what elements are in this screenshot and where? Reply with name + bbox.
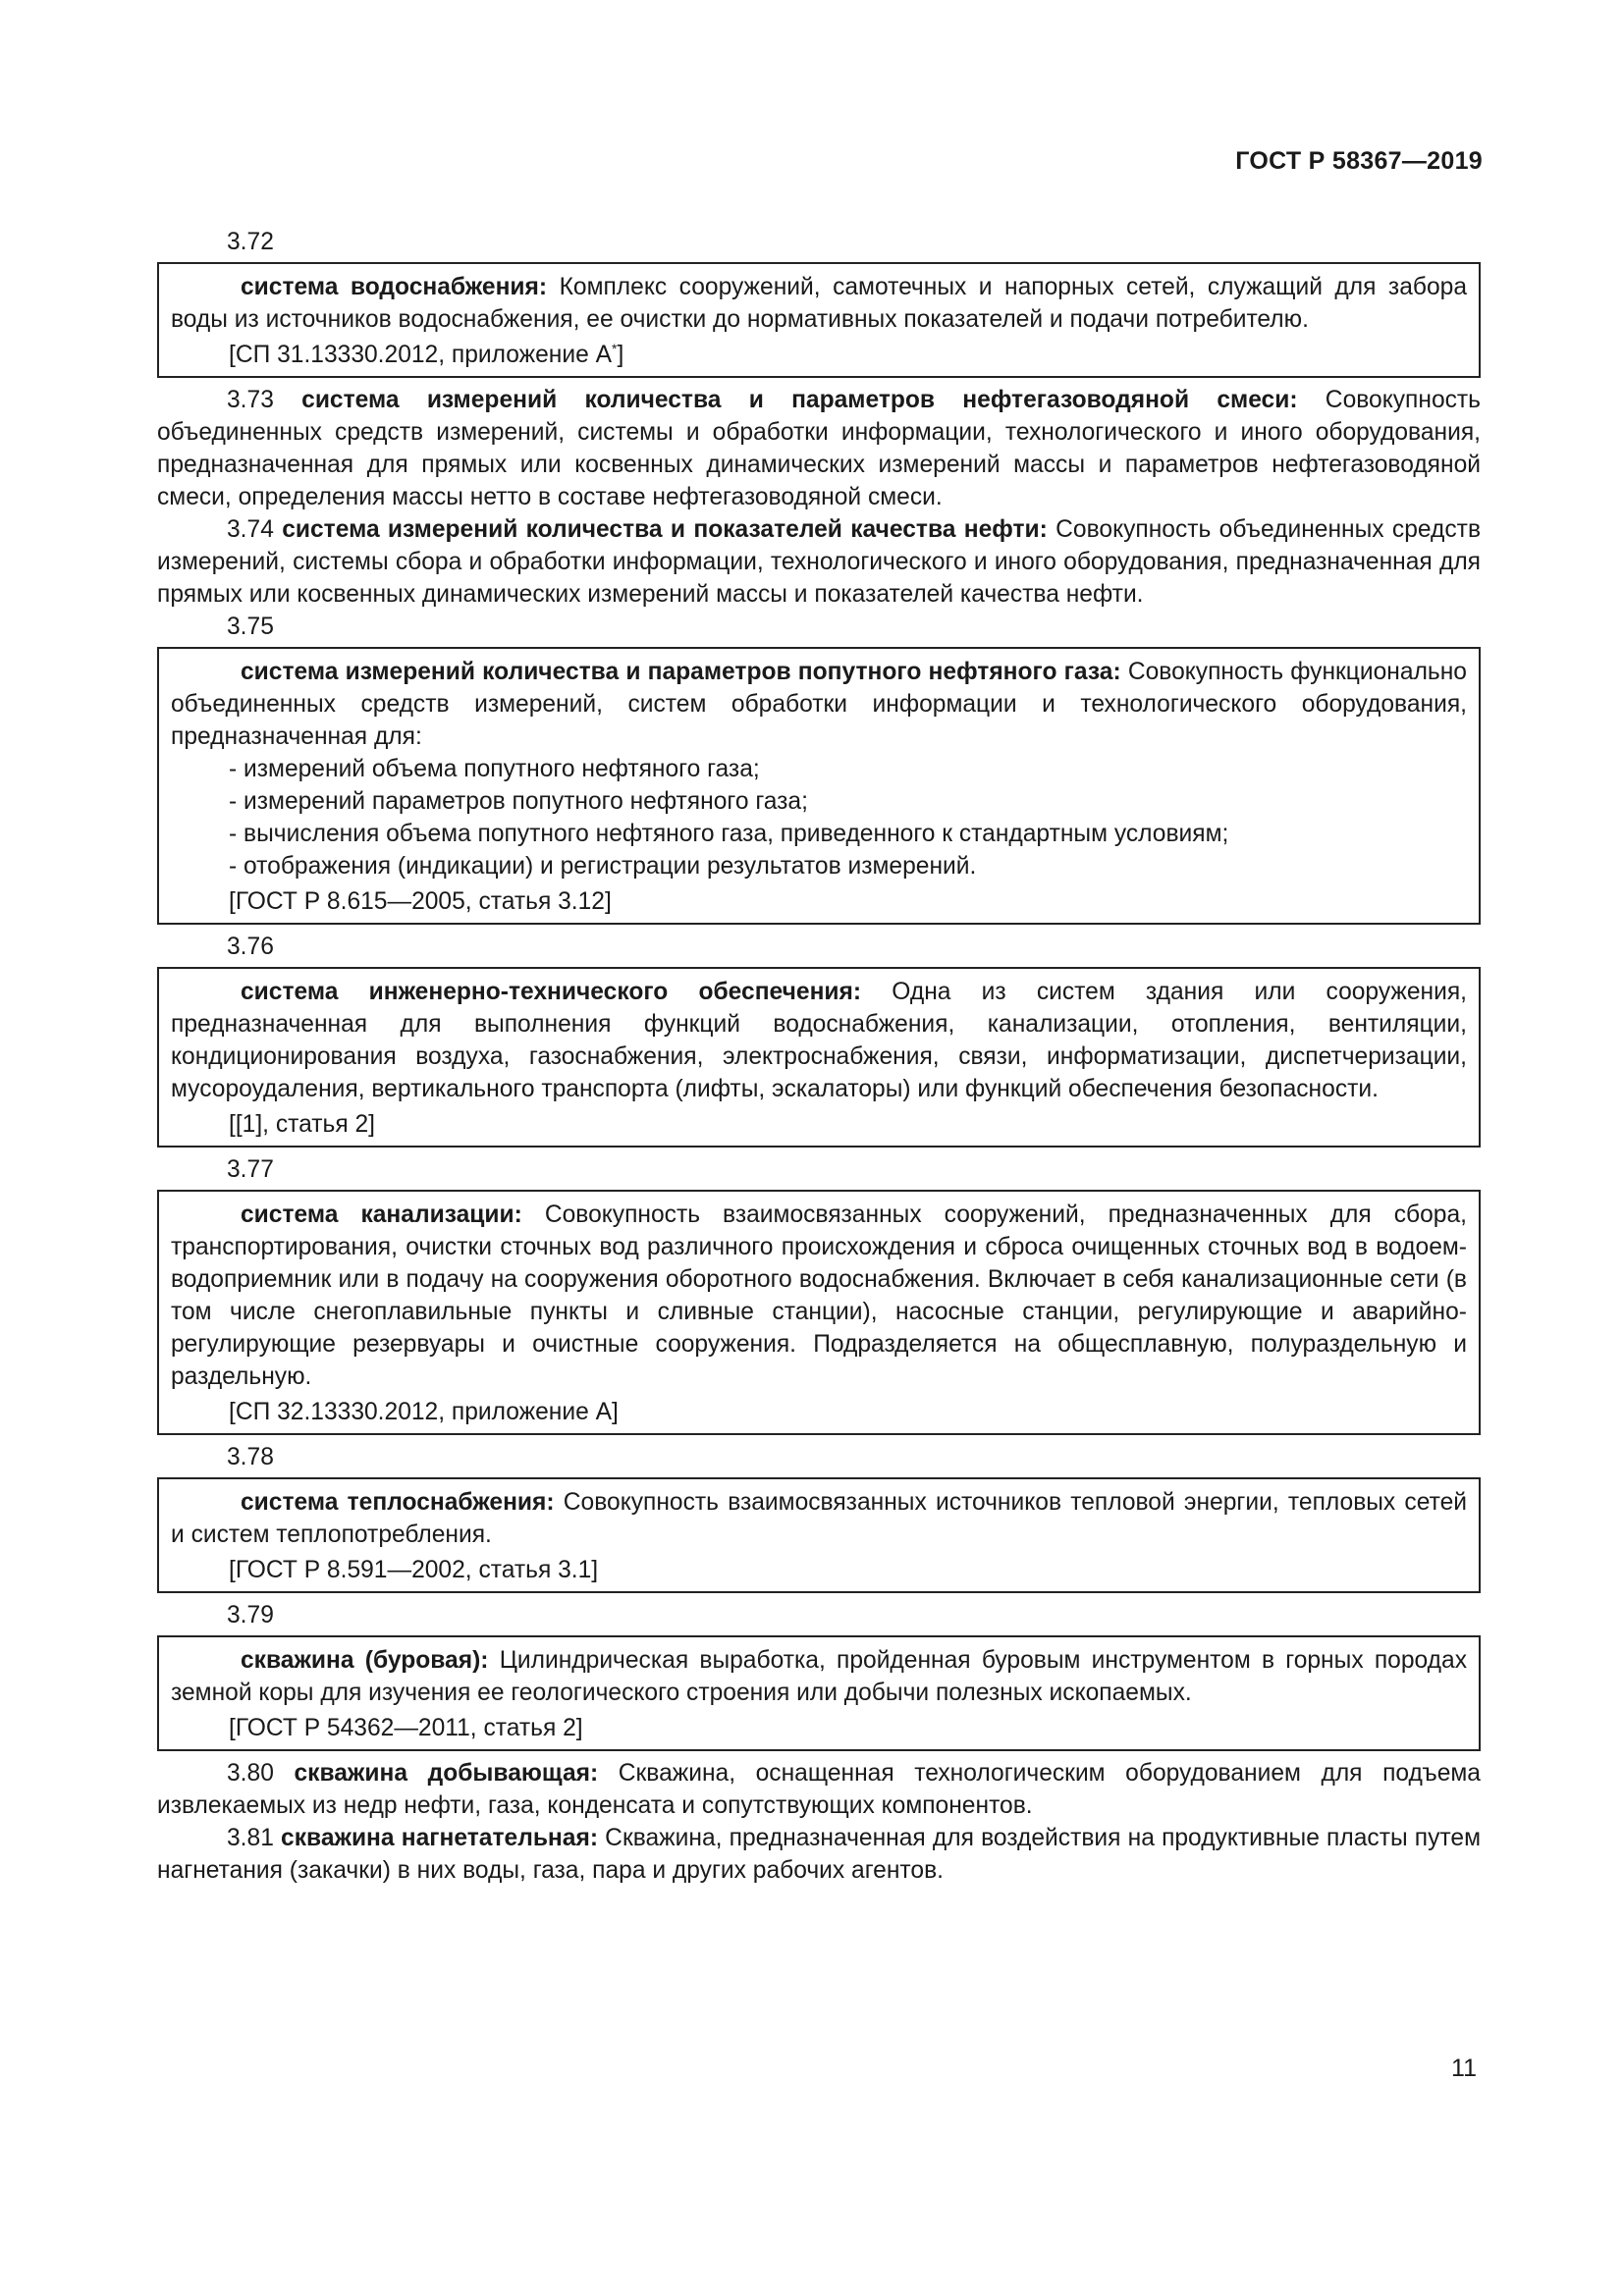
entry-number: 3.73 [227, 387, 274, 413]
definition-text: Совокупность взаимосвязанных сооружений, предназначенных для сбора, транспортирования, очистки сточных вод различного происхождения и сброса очищенных сточных вод в водоем-водоприемник или в подачу на сооружения оборотного водоснабжения. Включает в себя канализационные сети (в том числе снегоплавильные пункты и сливные станции), насосные станции, регулирующие и аварийно-регулирующие резервуары и очистные сооружения. Подразделяется на общесплавную, полураздельную и раздельную. [171, 1201, 1467, 1390]
source-reference [229, 339, 1467, 371]
document-body [157, 226, 1481, 1887]
term-definition [171, 271, 1467, 336]
term-name: система инженерно-технического обеспечения: [241, 979, 862, 1005]
definition-list [171, 753, 1467, 882]
source-reference: [ГОСТ Р 54362—2011, статья 2] [229, 1715, 583, 1741]
term-box-3-72 [157, 262, 1481, 378]
entry-number: 3.77 [227, 1156, 274, 1183]
entry-number: 3.74 [227, 516, 274, 543]
term-name: система измерений количества и параметров нефтегазоводяной смеси: [301, 387, 1298, 413]
term-name: система измерений количества и параметров попутного нефтяного газа: [241, 659, 1121, 685]
term-paragraph-3-81 [157, 1822, 1481, 1887]
term-box-3-78 [157, 1477, 1481, 1593]
source-text: [СП 31.13330.2012, приложение А [229, 342, 613, 368]
definition-text: Скважина, предназначенная для воздействия на продуктивные пласты путем нагнетания (закачки) в них воды, газа, пара и других рабочих агентов. [157, 1825, 1481, 1884]
entry-number: 3.81 [227, 1825, 274, 1851]
term-name: система водоснабжения: [241, 274, 548, 300]
term-paragraph-3-80 [157, 1757, 1481, 1822]
definition-text: Совокупность взаимосвязанных источников тепловой энергии, тепловых сетей и систем теплопотребления. [171, 1489, 1467, 1548]
entry-number: 3.80 [227, 1760, 274, 1787]
definition-text: Совокупность функционально объединенных средств измерений, систем обработки информации и технологического оборудования, предназначенная для: [171, 659, 1467, 750]
list-item: - измерений объема попутного нефтяного газа; [229, 753, 1467, 785]
term-definition [171, 976, 1467, 1105]
term-name: скважина (буровая): [241, 1647, 489, 1674]
document-code-header: ГОСТ Р 58367—2019 [1235, 147, 1483, 175]
term-name: система теплоснабжения: [241, 1489, 555, 1516]
term-paragraph-3-73 [157, 384, 1481, 513]
term-name: система канализации: [241, 1201, 522, 1228]
term-name: скважина добывающая: [294, 1760, 599, 1787]
term-box-3-76 [157, 967, 1481, 1148]
definition-text: Цилиндрическая выработка, пройденная буровым инструментом в горных породах земной коры для изучения ее геологического строения или добычи полезных ископаемых. [171, 1647, 1467, 1706]
entry-number: 3.72 [227, 229, 274, 255]
source-reference: [ГОСТ Р 8.591—2002, статья 3.1] [229, 1557, 599, 1583]
source-end: ] [617, 342, 624, 368]
page-number: 11 [1451, 2055, 1477, 2082]
term-box-3-75 [157, 647, 1481, 925]
definition-text: Комплекс сооружений, самотечных и напорных сетей, служащий для забора воды из источников водоснабжения, ее очистки до нормативных показателей и подачи потребителю. [171, 274, 1467, 333]
definition-text: Скважина, оснащенная технологическим оборудованием для подъема извлекаемых из недр нефти, газа, конденсата и сопутствующих компонентов. [157, 1760, 1481, 1819]
entry-number: 3.78 [227, 1444, 274, 1470]
term-box-3-79 [157, 1635, 1481, 1751]
definition-text: Одна из систем здания или сооружения, предназначенная для выполнения функций водоснабжения, канализации, отопления, вентиляции, кондиционирования воздуха, газоснабжения, электроснабжения, связи, информатизации, диспетчеризации, мусороудаления, вертикального транспорта (лифты, эскалаторы) или функций обеспечения безопасности. [171, 979, 1467, 1102]
term-definition [171, 656, 1467, 753]
footnote-marker: * [612, 340, 618, 356]
definition-text: Совокупность объединенных средств измерений, системы и обработки информации, технологического и иного оборудования, предназначенная для прямых или косвенных динамических измерений массы и параметров нефтегазоводяной смеси, определения массы нетто в составе нефтегазоводяной смеси. [157, 387, 1481, 510]
term-paragraph-3-74 [157, 513, 1481, 611]
term-definition [171, 1644, 1467, 1709]
entry-number: 3.79 [227, 1602, 274, 1629]
term-definition [171, 1199, 1467, 1393]
term-definition [171, 1486, 1467, 1551]
source-reference: [СП 32.13330.2012, приложение А] [229, 1399, 619, 1425]
definition-text: Совокупность объединенных средств измерений, системы сбора и обработки информации, технологического и иного оборудования, предназначенная для прямых или косвенных динамических измерений массы и показателей качества нефти. [157, 516, 1482, 608]
term-name: скважина нагнетательная: [281, 1825, 599, 1851]
entry-number: 3.75 [227, 614, 274, 640]
term-box-3-77 [157, 1190, 1481, 1435]
list-item: - измерений параметров попутного нефтяного газа; [229, 785, 1467, 818]
list-item: - отображения (индикации) и регистрации результатов измерений. [229, 850, 1467, 882]
list-item: - вычисления объема попутного нефтяного газа, приведенного к стандартным условиям; [229, 818, 1467, 850]
term-name: система измерений количества и показателей качества нефти: [282, 516, 1048, 543]
source-reference: [[1], статья 2] [229, 1111, 376, 1138]
source-reference: [ГОСТ Р 8.615—2005, статья 3.12] [229, 888, 612, 915]
entry-number: 3.76 [227, 934, 274, 960]
